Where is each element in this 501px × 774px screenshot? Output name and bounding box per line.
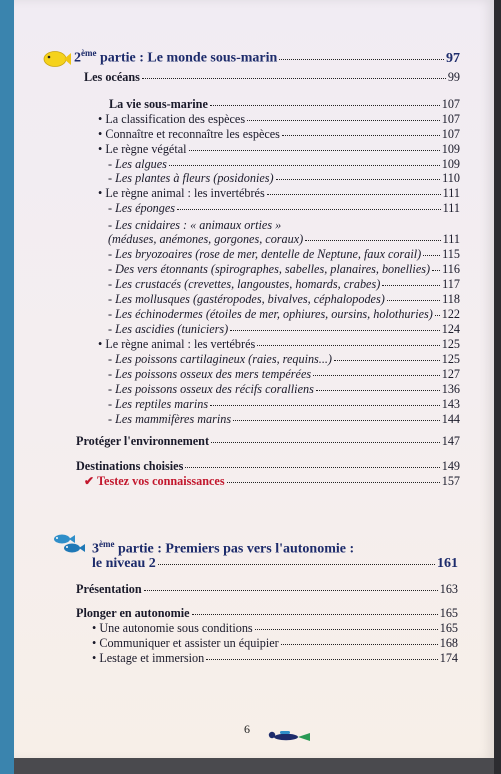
toc-entry-page: 117 (442, 277, 460, 291)
toc-entry-label: • Connaître et reconnaître les espèces (98, 127, 280, 141)
toc-entry-page: 110 (442, 171, 460, 185)
toc-entry-page: 165 (439, 606, 458, 620)
leader-dots (230, 330, 440, 331)
toc-entry-page: 122 (441, 307, 460, 321)
scuba-diver-icon (266, 728, 312, 746)
toc-entry-page: 99 (447, 70, 460, 84)
toc-entry-page: 144 (441, 412, 460, 426)
toc-entry-label: Plonger en autonomie (76, 606, 190, 620)
toc-entry[interactable] (76, 434, 460, 449)
toc-entry-page: 111 (442, 186, 460, 200)
part3-number: 3 (92, 541, 99, 557)
toc-entry[interactable] (108, 352, 460, 367)
toc-entry-page: 165 (439, 621, 458, 635)
leader-dots (255, 629, 438, 630)
toc-entry-label: - Les bryozoaires (rose de mer, dentelle de Neptune, faux corail) (108, 247, 422, 261)
leader-dots (142, 78, 446, 79)
toc-entry-label: - Des vers étonnants (spirographes, sabelles, planaires, bonellies) (108, 262, 431, 276)
part3-page: 161 (437, 556, 458, 571)
leader-dots (316, 390, 440, 391)
toc-entry-label: - Les cnidaires : « animaux orties » (108, 218, 282, 232)
toc-entry-page: 127 (441, 367, 460, 381)
toc-entry[interactable] (108, 292, 460, 307)
toc-entry-label: • Le règne végétal (98, 142, 187, 156)
toc-entry-label: - Les algues (108, 157, 167, 171)
toc-entry-page: 163 (439, 582, 458, 596)
toc-entry-page: 115 (442, 247, 460, 261)
toc-entry-label: • Le règne animal : les invertébrés (98, 186, 265, 200)
toc-entry[interactable] (108, 262, 460, 277)
leader-dots (189, 150, 440, 151)
toc-entry-page: 174 (439, 651, 458, 665)
leader-dots (382, 285, 440, 286)
part2-sup: ème (81, 48, 97, 58)
toc-entry[interactable] (109, 97, 460, 112)
toc-entry-page: 168 (439, 636, 458, 650)
leader-dots (206, 659, 437, 660)
toc-entry-page: 107 (441, 97, 460, 111)
toc-entry-page: 136 (441, 382, 460, 396)
toc-entry-label: - Les reptiles marins (108, 397, 209, 411)
book-spine (494, 0, 501, 774)
toc-entry-label: (méduses, anémones, gorgones, coraux) (108, 232, 304, 246)
blue-fish-icon (50, 532, 90, 556)
toc-entry-page: 111 (442, 201, 460, 215)
leader-dots (423, 255, 440, 256)
part3-title: partie : Premiers pas vers l'autonomie : (114, 541, 355, 557)
toc-entry-label: Protéger l'environnement (76, 434, 210, 448)
leader-dots (432, 270, 440, 271)
toc-entry-page: 116 (442, 262, 460, 276)
toc-entry[interactable] (108, 382, 460, 397)
leader-dots (192, 614, 438, 615)
blue-page-edge (0, 0, 14, 774)
toc-entry[interactable] (108, 218, 460, 233)
part2-heading[interactable] (74, 48, 460, 67)
table-surface (14, 758, 501, 774)
toc-entry-label: - Les éponges (108, 201, 176, 215)
toc-entry-page: 157 (441, 474, 460, 488)
toc-entry-label: - Les mollusques (gastéropodes, bivalves, céphalopodes) (108, 292, 385, 306)
leader-dots (281, 644, 438, 645)
toc-entry[interactable] (92, 636, 458, 651)
leader-dots (158, 564, 435, 565)
toc-entry-page: 109 (441, 142, 460, 156)
toc-entry[interactable] (108, 247, 460, 262)
leader-dots (247, 120, 440, 121)
leader-dots (185, 467, 439, 468)
toc-entry-page: 125 (441, 337, 460, 351)
part3-heading[interactable] (92, 539, 462, 558)
toc-entry-label: Les océans (84, 70, 140, 84)
part3-sup: ème (99, 539, 115, 549)
leader-dots (210, 405, 440, 406)
toc-entry[interactable] (84, 474, 460, 489)
toc-entry[interactable] (98, 186, 460, 201)
toc-entry[interactable] (108, 322, 460, 337)
toc-entry-page: 149 (441, 459, 460, 473)
leader-dots (282, 135, 440, 136)
toc-entry-page: 118 (442, 292, 460, 306)
toc-entry-page: 109 (441, 157, 460, 171)
leader-dots (257, 345, 440, 346)
toc-entry[interactable] (108, 232, 460, 247)
toc-entry-label: • Communiquer et assister un équipier (92, 636, 279, 650)
toc-entry[interactable] (108, 307, 460, 322)
toc-entry[interactable] (76, 459, 460, 474)
leader-dots (305, 240, 440, 241)
leader-dots (313, 375, 440, 376)
part2-page: 97 (446, 50, 460, 66)
leader-dots (334, 360, 440, 361)
toc-entry[interactable] (108, 201, 460, 216)
toc-entry-label: - Les ascidies (tuniciers) (108, 322, 229, 336)
toc-entry[interactable] (84, 70, 460, 85)
toc-entry-label: Destinations choisies (76, 459, 184, 473)
leader-dots (267, 194, 441, 195)
toc-entry[interactable] (108, 277, 460, 292)
toc-entry-page: 143 (441, 397, 460, 411)
toc-entry-page: 111 (442, 232, 460, 246)
toc-entry[interactable] (92, 621, 458, 636)
toc-entry-page: 125 (441, 352, 460, 366)
toc-entry[interactable] (108, 412, 460, 427)
toc-entry[interactable] (98, 337, 460, 352)
toc-entry-page: 107 (441, 112, 460, 126)
toc-entry[interactable] (98, 127, 460, 142)
toc-entry-label: - Les plantes à fleurs (posidonies) (108, 171, 274, 185)
leader-dots (211, 442, 440, 443)
leader-dots (387, 300, 440, 301)
toc-entry-page: 107 (441, 127, 460, 141)
toc-entry-label: - Les crustacés (crevettes, langoustes, homards, crabes) (108, 277, 381, 291)
toc-entry-label: • La classification des espèces (98, 112, 246, 126)
leader-dots (144, 590, 438, 591)
toc-entry[interactable] (76, 582, 458, 597)
toc-entry[interactable] (98, 112, 460, 127)
toc-entry[interactable] (108, 171, 460, 186)
leader-dots (233, 420, 440, 421)
toc-entry-label: • Le règne animal : les vertébrés (98, 337, 256, 351)
leader-dots (169, 165, 440, 166)
leader-dots (276, 179, 441, 180)
yellow-fish-icon (42, 50, 72, 68)
toc-entry-page: 124 (441, 322, 460, 336)
toc-entry[interactable] (98, 142, 460, 157)
toc-entry-label: - Les poissons osseux des récifs coralliens (108, 382, 314, 396)
toc-entry[interactable] (108, 157, 460, 172)
toc-entry-label: - Les poissons cartilagineux (raies, requins...) (108, 352, 332, 366)
page-number: 6 (244, 722, 250, 736)
toc-entry-label: - Les poissons osseux des mers tempérées (108, 367, 312, 381)
leader-dots (227, 482, 440, 483)
leader-dots (177, 209, 441, 210)
toc-entry-label: - Les échinodermes (étoiles de mer, ophiures, oursins, holothuries) (108, 307, 433, 321)
toc-entry-label: Présentation (76, 582, 142, 596)
part2-title: partie : Le monde sous-marin (96, 50, 278, 66)
part3-heading-line2[interactable] (92, 556, 458, 572)
leader-dots (210, 105, 440, 106)
toc-entry-label: ✔ Testez vos connaissances (84, 474, 225, 488)
leader-dots (435, 315, 440, 316)
toc-entry-label: • Lestage et immersion (92, 651, 205, 665)
toc-entry[interactable] (92, 651, 458, 666)
toc-entry-label: • Une autonomie sous conditions (92, 621, 253, 635)
toc-entry[interactable] (76, 606, 458, 621)
toc-entry[interactable] (108, 397, 460, 412)
toc-entry[interactable] (108, 367, 460, 382)
toc-entry-page: 147 (441, 434, 460, 448)
leader-dots (279, 59, 444, 60)
part3-subtitle: le niveau 2 (92, 556, 156, 571)
part2-number: 2 (74, 50, 81, 66)
toc-entry-label: - Les mammifères marins (108, 412, 232, 426)
toc-entry-label: La vie sous-marine (109, 97, 208, 111)
